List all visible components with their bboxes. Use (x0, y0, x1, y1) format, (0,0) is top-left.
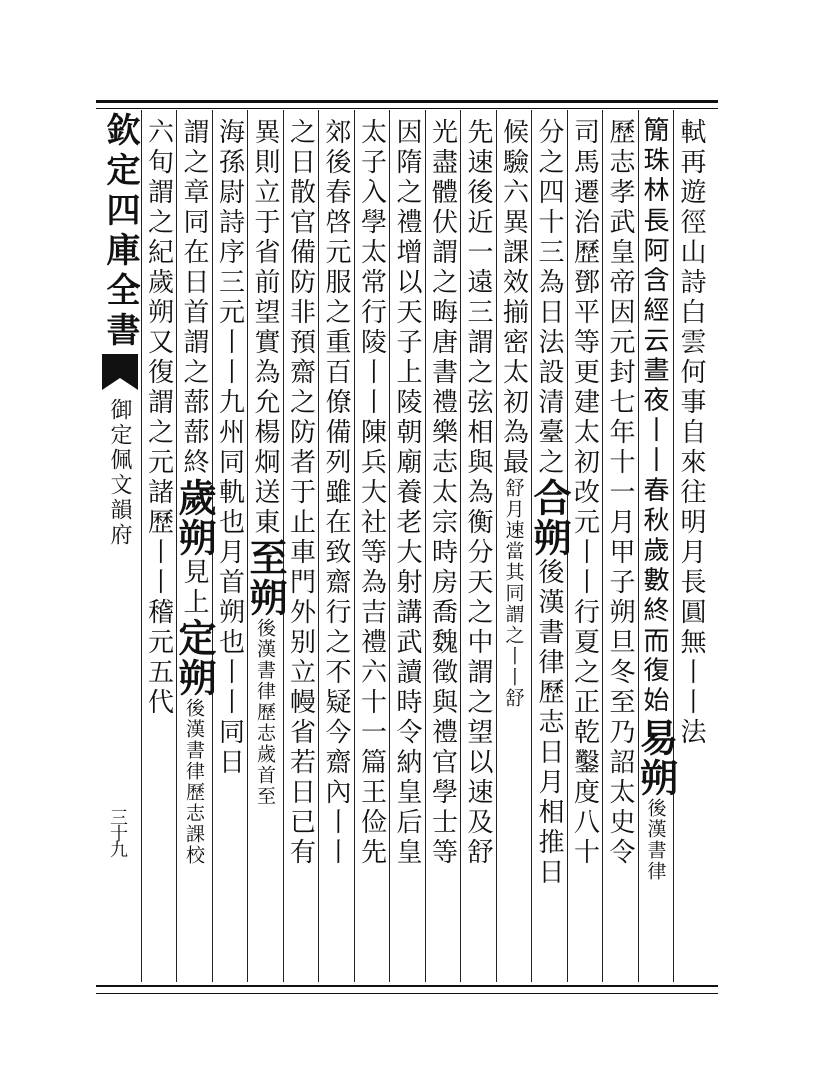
entry-headword: 歲朔 (172, 478, 217, 558)
text-column (142, 118, 176, 980)
text-column (390, 118, 424, 980)
page-number: 三十九 (107, 808, 128, 856)
column-text: 六旬謂之紀歲朔又復謂之元 (143, 118, 174, 478)
column-text: 光盡體伏謂之晦唐書禮樂志太宗時房喬魏徵與禮官學士等 (427, 118, 458, 868)
text-column (568, 118, 602, 980)
column-text: 也月首朔也丨丨同日 (214, 508, 245, 778)
bottom-border-rule (96, 985, 718, 987)
column-text: 之日散官備防非預齋之防者于止車門外别立幔省若日已有 (285, 118, 316, 868)
volume-title: 御定佩文韻府 (107, 398, 132, 548)
text-column (243, 118, 288, 980)
entry-headword: 至朔 (243, 538, 288, 618)
column-text: 郊後春啓元服之重百僚備列雖在致齋行之不疑今齋內丨丨 (321, 118, 351, 868)
text-column (633, 118, 679, 980)
annotation-text: 舒月速當其同謂之丨丨舒 (502, 478, 525, 709)
column-text: 海孫尉詩序三元丨丨九州同軌 (214, 118, 245, 508)
text-column (355, 118, 389, 980)
column-text: 先速後近一遠三謂之弦相與為衡分天之中謂之望以速及舒 (463, 118, 493, 868)
column-text: 謂之章同在日首謂之蔀蔀終 (179, 118, 209, 478)
text-column (284, 118, 318, 980)
column-text: 異則立于省前望實為允楊炯送東 (250, 118, 280, 538)
bottom-border-rule-outer (96, 993, 718, 994)
fish-tail-mark-icon (100, 352, 140, 392)
column-text: 司馬遷治歷鄧平等更建太初改元丨丨行夏之正乾鑿度八十 (569, 118, 600, 868)
column-text: 分之四十三為日法設清臺之 (534, 118, 564, 478)
column-text: 太子入學太常行陵丨丨陳兵大社等為吉禮六十一篇王俭先 (356, 118, 387, 868)
column-text: 候驗六異課效揃密太初為最 (498, 118, 529, 478)
column-text: 再遊徑山詩白雲何事自來往明月長圓無丨丨法 (676, 148, 706, 748)
text-column (172, 118, 217, 980)
top-border-rule-inner (96, 108, 718, 109)
top-border-rule (96, 100, 718, 103)
entry-headword: 易朔 (633, 718, 679, 798)
text-column (527, 118, 572, 980)
text-column (603, 118, 637, 980)
text-column (213, 118, 247, 980)
entry-headword: 合朔 (527, 478, 572, 558)
column-text: 軾 (676, 118, 706, 148)
column-text: 後漢書律歷志日月相推日 (534, 558, 564, 888)
column-text: 見上 (179, 558, 209, 618)
annotation-text: 後漢書律歷志歲首至 (254, 618, 276, 807)
annotation-text: 後漢書律歷志課校 (183, 698, 205, 866)
entry-headword: 定朔 (172, 618, 217, 698)
column-text: 𥳑珠林長阿含經云晝夜丨丨春秋歲數終而復始 (640, 118, 671, 718)
text-column (319, 118, 353, 980)
text-column (426, 118, 460, 980)
text-column (461, 118, 495, 980)
text-column (497, 118, 531, 980)
book-title: 欽定四庫全書 (100, 112, 140, 352)
column-text: 因隋之禮增以天子上陵朝廟養老大射講武讀時令納皇后皇 (392, 118, 422, 868)
column-text: 歷志孝武皇帝因元封七年十一月甲子朔旦冬至乃詔太史令 (605, 118, 635, 868)
annotation-text: 後漢書律 (644, 798, 667, 882)
text-column (674, 118, 708, 980)
column-text: 諸歷丨丨稽元五代 (143, 478, 174, 718)
